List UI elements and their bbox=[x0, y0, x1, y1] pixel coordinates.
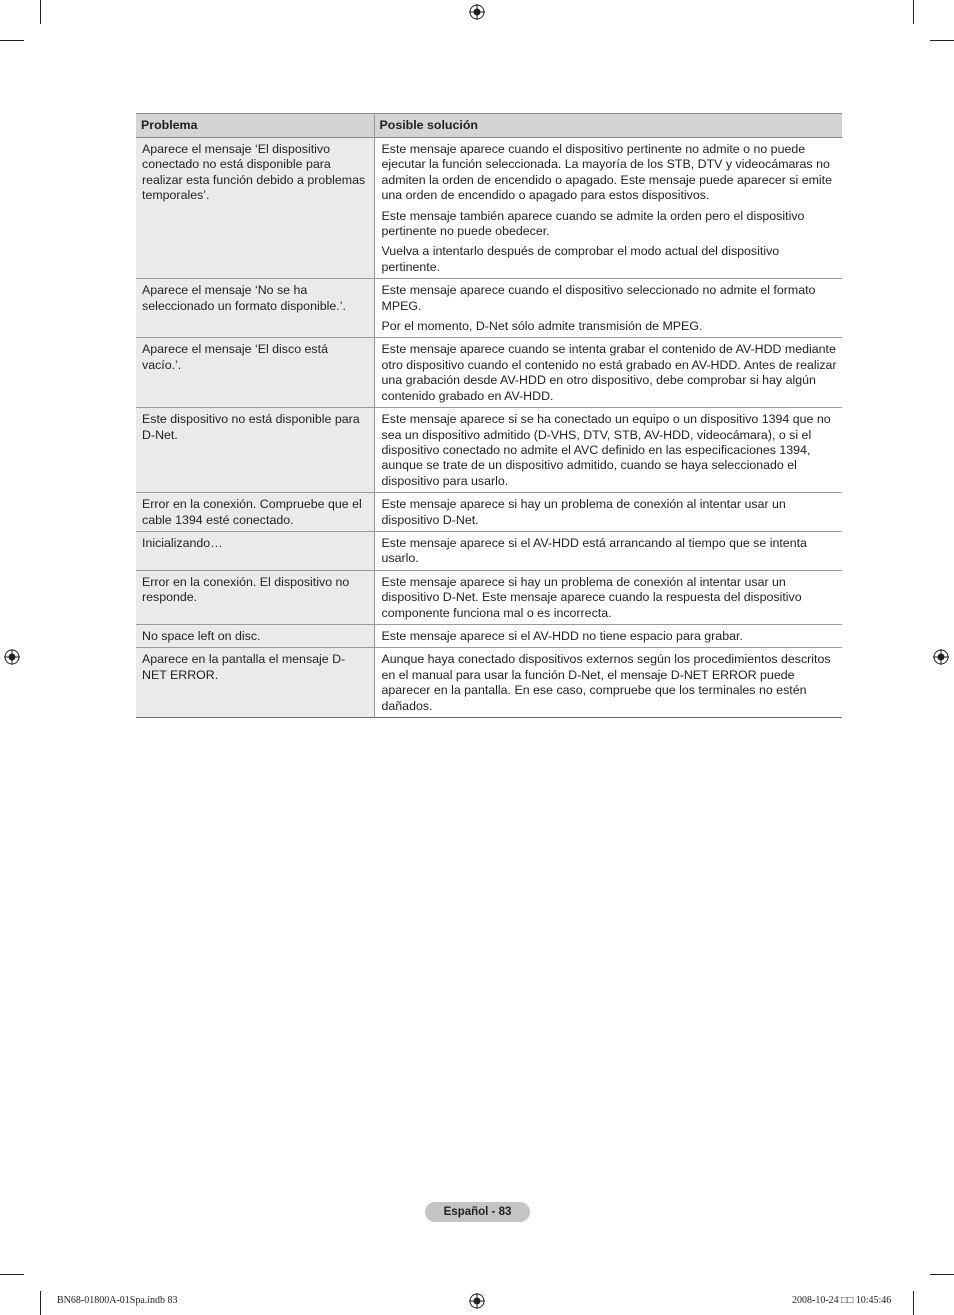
solution-paragraph: Este mensaje también aparece cuando se admite la orden pero el dispositivo pertinente no puede obedecer. bbox=[381, 208, 805, 239]
solution-paragraph: Este mensaje aparece si se ha conectado un equipo o un dispositivo 1394 que no sea un dispositivo admitido (D-VHS, DTV, STB, AV-HDD, videocámara), o si el dispositivo conectado no admite el AVC definido en las especificaciones 1394, aunque se trate de un dispositivo admitido, cuando se haya seleccionado el dispositivo para usarlo. bbox=[381, 412, 831, 488]
registration-mark-icon bbox=[469, 1293, 485, 1309]
solution-cell bbox=[374, 570, 842, 624]
footer-file-name: BN68-01800A-01Spa.indb 83 bbox=[57, 1295, 178, 1306]
solution-cell bbox=[374, 338, 842, 408]
page-number-badge: Español - 83 bbox=[425, 1202, 530, 1222]
problem-cell: No space left on disc. bbox=[136, 624, 374, 647]
solution-paragraph: Este mensaje aparece cuando el dispositivo pertinente no admite o no puede ejecutar la función seleccionada. La mayoría de los STB, DTV y videocámaras no admiten la orden de encendido o apagado. Este mensaje puede aparecer si emite una orden de encendido o apagado para estos dispositivos. bbox=[381, 142, 832, 203]
crop-mark bbox=[913, 0, 914, 24]
solution-paragraph: Este mensaje aparece si el AV-HDD no tiene espacio para grabar. bbox=[381, 628, 743, 643]
table-row bbox=[136, 624, 842, 647]
problem-cell: Aparece el mensaje ‘El dispositivo conectado no está disponible para realizar esta función debido a problemas temporales’. bbox=[136, 138, 374, 279]
table-row bbox=[136, 493, 842, 532]
table-row bbox=[136, 648, 842, 718]
column-header-problem: Problema bbox=[136, 114, 374, 138]
table-row bbox=[136, 338, 842, 408]
troubleshooting-table bbox=[136, 113, 842, 718]
problem-cell: Aparece en la pantalla el mensaje D-NET ERROR. bbox=[136, 648, 374, 718]
table-body bbox=[136, 138, 842, 718]
table-row bbox=[136, 279, 842, 338]
problem-cell: Aparece el mensaje ‘No se ha seleccionado un formato disponible.’. bbox=[136, 279, 374, 338]
table-row bbox=[136, 408, 842, 493]
solution-cell bbox=[374, 648, 842, 718]
problem-cell: Inicializando… bbox=[136, 531, 374, 570]
crop-mark bbox=[930, 1274, 954, 1275]
problem-cell: Error en la conexión. El dispositivo no responde. bbox=[136, 570, 374, 624]
solution-paragraph: Este mensaje aparece cuando se intenta grabar el contenido de AV-HDD mediante otro dispositivo cuando el contenido no está grabado en AV-HDD. Antes de realizar una grabación desde AV-HDD en otro dispositivo, debe comprobar si hay algún contenido grabado en AV-HDD. bbox=[381, 342, 837, 403]
solution-cell bbox=[374, 279, 842, 338]
solution-paragraph: Vuelva a intentarlo después de comprobar el modo actual del dispositivo pertinente. bbox=[381, 244, 780, 274]
registration-mark-icon bbox=[4, 649, 20, 665]
crop-mark bbox=[40, 1291, 41, 1315]
solution-paragraph: Este mensaje aparece cuando el dispositivo seleccionado no admite el formato MPEG. bbox=[381, 283, 816, 313]
column-header-solution: Posible solución bbox=[374, 114, 842, 138]
crop-mark bbox=[40, 0, 41, 24]
solution-paragraph: Este mensaje aparece si el AV-HDD está arrancando al tiempo que se intenta usarlo. bbox=[381, 535, 807, 566]
solution-cell bbox=[374, 493, 842, 532]
crop-mark bbox=[930, 40, 954, 41]
table-row bbox=[136, 531, 842, 570]
solution-paragraph: Aunque haya conectado dispositivos externos según los procedimientos descritos en el manual para usar la función D-Net, el mensaje D-NET ERROR puede aparecer en la pantalla. En ese caso, compruebe que los terminales no estén dañados. bbox=[381, 652, 831, 713]
crop-mark bbox=[913, 1291, 914, 1315]
crop-mark bbox=[0, 40, 24, 41]
footer-datetime: 2008-10-24 □□ 10:45:46 bbox=[792, 1295, 892, 1306]
problem-cell: Error en la conexión. Compruebe que el cable 1394 esté conectado. bbox=[136, 493, 374, 532]
solution-cell bbox=[374, 408, 842, 493]
problem-cell: Aparece el mensaje ‘El disco está vacío.’. bbox=[136, 338, 374, 408]
registration-mark-icon bbox=[933, 649, 949, 665]
table-row bbox=[136, 138, 842, 279]
solution-cell bbox=[374, 138, 842, 279]
table-header-row bbox=[136, 114, 842, 138]
crop-mark bbox=[0, 1274, 24, 1275]
problem-cell: Este dispositivo no está disponible para D-Net. bbox=[136, 408, 374, 493]
solution-paragraph: Este mensaje aparece si hay un problema de conexión al intentar usar un dispositivo D-Net. bbox=[381, 497, 786, 527]
solution-paragraph: Por el momento, D-Net sólo admite transmisión de MPEG. bbox=[381, 319, 703, 334]
registration-mark-icon bbox=[469, 4, 485, 20]
solution-cell bbox=[374, 531, 842, 570]
solution-paragraph: Este mensaje aparece si hay un problema de conexión al intentar usar un dispositivo D-Net. Este mensaje aparece cuando la respuesta del dispositivo componente funciona mal o es incorrecta. bbox=[381, 574, 802, 620]
solution-cell bbox=[374, 624, 842, 647]
table-row bbox=[136, 570, 842, 624]
